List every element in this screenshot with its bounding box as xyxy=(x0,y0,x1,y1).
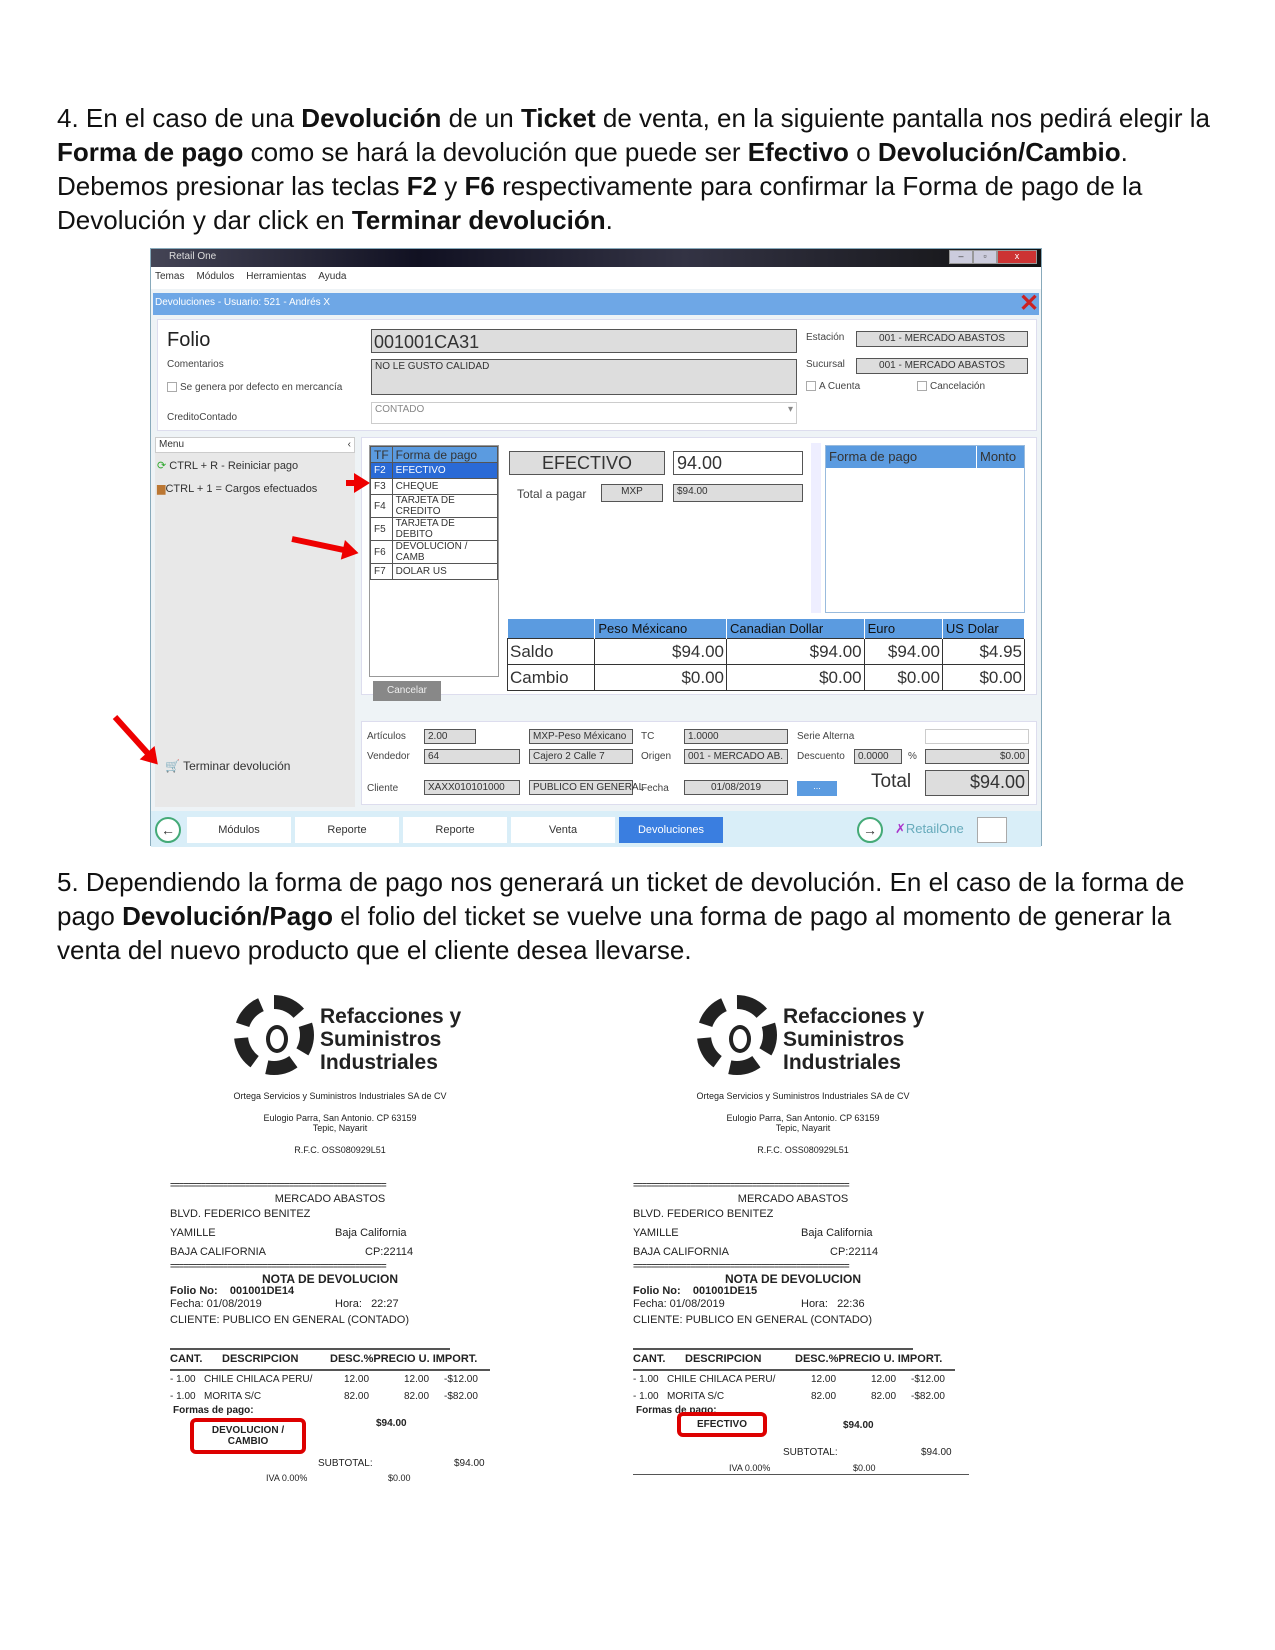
sucursal-label: Sucursal xyxy=(806,359,845,370)
serie-alterna-label: Serie Alterna xyxy=(797,731,855,742)
fecha-label: Fecha xyxy=(641,783,669,794)
comentarios-label: Comentarios xyxy=(167,359,224,370)
forma-row-tarjeta-credito[interactable]: F4 TARJETA DE CREDITO xyxy=(371,495,498,518)
company-logo: Refacciones y Suministros Industriales xyxy=(633,985,973,1085)
pagos-table xyxy=(825,445,1025,613)
forma-row-cheque[interactable]: F3 CHEQUE xyxy=(371,479,498,495)
cliente-label: Cliente xyxy=(367,783,399,794)
col-tf: TF xyxy=(371,447,393,463)
folio-input[interactable]: 001001CA31 xyxy=(371,329,797,353)
cajero-field: Cajero 2 Calle 7 xyxy=(529,749,633,764)
folio-label: Folio xyxy=(167,329,211,351)
cliente-search-button[interactable]: ... xyxy=(797,781,837,796)
forma-row-devolucion-cambio[interactable]: F6 DEVOLUCION / CAMB xyxy=(371,541,498,564)
estacion-label: Estación xyxy=(806,332,845,343)
menu-temas[interactable]: Temas xyxy=(155,271,185,282)
descuento-label: Descuento xyxy=(797,751,845,762)
close-icon[interactable]: ✕ xyxy=(1019,290,1040,317)
user-icon[interactable] xyxy=(977,817,1007,843)
minimize-button[interactable]: – xyxy=(949,250,973,264)
title-bar xyxy=(151,249,1041,267)
currency-field: MXP xyxy=(601,484,663,502)
forma-pago-list xyxy=(369,445,499,677)
sucursal-field: 001 - MERCADO ABASTOS xyxy=(856,358,1028,374)
fecha-field: 01/08/2019 xyxy=(684,780,788,795)
creditocontado-label: CreditoContado xyxy=(167,412,238,423)
percent-label: % xyxy=(908,751,917,762)
vendedor-field: 64 xyxy=(424,749,520,764)
refresh-icon: ⟳ xyxy=(157,460,167,472)
menu-modulos[interactable]: Módulos xyxy=(196,271,235,282)
vendedor-label: Vendedor xyxy=(367,751,410,762)
sidebar-item-reiniciar[interactable]: ⟳ CTRL + R - Reiniciar pago xyxy=(157,460,299,472)
ticket-devolucion-cambio: Refacciones y Suministros Industriales Ortega Servicios y Suministros Industriales SA de CV Eulogio Parra, San Antonio. CP 63159 Tepic, Nayarit R.F.C. OSS080929L51 ================================================= MERCADO ABASTOS BLVD. FEDERICO BENITEZ YAMILLE Baja California BAJA CALIFORNIA CP:22114 ================================================= NOTA DE DEVOLUCION Folio No: 001001DE14 Fecha: 01/08/2019 Hora: 22:27 CLIENTE: PUBLICO EN GENERAL (CONTADO) CANT. DESCRIPCION DESC.%PRECIO U. IMPORT. - 1.00 CHILE CHILACA PERU/ 12.00 12.00 -$12.00 - 1.00 MORITA S/C 82.00 82.00 -$82.00 Formas de pago: DEVOLUCION / CAMBIO $94.00 SUBTOTAL: $94.00 IVA 0.00% $0.00 xyxy=(170,985,510,1483)
forma-row-efectivo[interactable]: F2 EFECTIVO xyxy=(371,463,498,479)
total-field: $94.00 xyxy=(925,770,1029,796)
red-arrow-terminar xyxy=(113,715,151,756)
retail-one-window xyxy=(150,248,1042,846)
selected-forma-field: EFECTIVO xyxy=(509,451,665,475)
menu-herramientas[interactable]: Herramientas xyxy=(246,271,307,282)
step-4-text: 4. En el caso de una Devolución de un Ticket de venta, en la siguiente pantalla nos pedirá elegir la Forma de pago como se hará la devolución que puede ser Efectivo o Devolución/Cambio. Debemos presionar las teclas F2 y F6 respectivamente para confirmar la Forma de pago de la Devolución y dar click en Terminar devolución. xyxy=(57,103,1210,235)
cambio-row: Cambio $0.00 $0.00 $0.00 $0.00 xyxy=(508,665,1025,691)
cliente-rfc-field: XAXX010101000 xyxy=(424,780,520,795)
forma-row-dolar-us[interactable]: F7 DOLAR US xyxy=(371,564,498,580)
col-monto: Monto xyxy=(976,446,1024,468)
serie-alterna-select[interactable] xyxy=(925,729,1029,744)
tab-venta[interactable]: Venta xyxy=(511,817,615,843)
document-tab-title[interactable]: Devoluciones - Usuario: 521 - Andrés X xyxy=(155,297,331,308)
maximize-button[interactable]: ▫ xyxy=(973,250,997,264)
a-cuenta-checkbox[interactable]: A Cuenta xyxy=(806,381,860,392)
gear-icon xyxy=(234,995,314,1075)
close-window-button[interactable]: x xyxy=(997,250,1037,264)
retailone-logo: ✗RetailOne xyxy=(895,821,964,836)
gear-icon xyxy=(697,995,777,1075)
tc-field: 1.0000 xyxy=(684,729,788,744)
tab-reporte-2[interactable]: Reporte xyxy=(403,817,507,843)
forma-pago-highlight: DEVOLUCION / CAMBIO xyxy=(190,1418,306,1454)
company-logo: Refacciones y Suministros Industriales xyxy=(170,985,510,1085)
menu-bar xyxy=(151,267,1041,289)
origen-field: 001 - MERCADO AB. xyxy=(684,749,788,764)
descuento-input[interactable]: 0.0000 xyxy=(854,749,902,764)
ticket-efectivo: Refacciones y Suministros Industriales Ortega Servicios y Suministros Industriales SA de CV Eulogio Parra, San Antonio. CP 63159 Tepic, Nayarit R.F.C. OSS080929L51 ================================================= MERCADO ABASTOS BLVD. FEDERICO BENITEZ YAMILLE Baja California BAJA CALIFORNIA CP:22114 ================================================= NOTA DE DEVOLUCION Folio No: 001001DE15 Fecha: 01/08/2019 Hora: 22:36 CLIENTE: PUBLICO EN GENERAL (CONTADO) CANT. DESCRIPCION DESC.%PRECIO U. IMPORT. - 1.00 CHILE CHILACA PERU/ 12.00 12.00 -$12.00 - 1.00 MORITA S/C 82.00 82.00 -$82.00 Formas de pago: EFECTIVO $94.00 SUBTOTAL: $94.00 IVA 0.00% $0.00 xyxy=(633,985,973,1475)
collapse-icon[interactable]: ‹ xyxy=(347,439,351,450)
moneda-field: MXP-Peso Méxicano xyxy=(529,729,633,744)
tc-label: TC xyxy=(641,731,655,742)
articulos-label: Artículos xyxy=(367,731,406,742)
saldo-row: Saldo $94.00 $94.00 $94.00 $4.95 xyxy=(508,639,1025,665)
chevron-down-icon: ▾ xyxy=(787,404,793,415)
amount-input[interactable]: 94.00 xyxy=(673,451,803,475)
total-pagar-label: Total a pagar xyxy=(517,487,587,501)
defecto-checkbox[interactable]: Se genera por defecto en mercancía xyxy=(167,382,342,393)
briefcase-icon: ▆ xyxy=(157,483,166,495)
col-forma-pago: Forma de pago xyxy=(829,449,918,464)
sidebar-header: Menu ‹ xyxy=(155,437,355,453)
descuento-monto-field: $0.00 xyxy=(925,749,1029,764)
document-tab-bar xyxy=(153,293,1039,315)
back-icon[interactable]: ← xyxy=(155,817,181,843)
creditocontado-select[interactable]: CONTADO ▾ xyxy=(371,402,797,424)
red-arrow-f2 xyxy=(346,480,356,486)
forma-row-tarjeta-debito[interactable]: F5 TARJETA DE DEBITO xyxy=(371,518,498,541)
sidebar-item-cargos[interactable]: ▆CTRL + 1 = Cargos efectuados xyxy=(157,483,318,495)
origen-label: Origen xyxy=(641,751,672,762)
step-5-text: 5. Dependiendo la forma de pago nos generará un ticket de devolución. En el caso de la forma de pago Devolución/Pago el folio del ticket se vuelve una forma de pago al momento de generar la venta del nuevo producto que el cliente desea llevarse. xyxy=(57,867,1185,965)
tab-reporte-1[interactable]: Reporte xyxy=(295,817,399,843)
comentarios-input[interactable]: NO LE GUSTO CALIDAD xyxy=(371,359,797,395)
articulos-field: 2.00 xyxy=(424,729,476,744)
app-title: Retail One xyxy=(169,251,217,262)
cancelar-button[interactable]: Cancelar xyxy=(373,681,441,701)
currency-table: Peso Méxicano Canadian Dollar Euro US Dolar Saldo $94.00 $94.00 $94.00 $4.95 Cambio $0.00 $0.00 $0.00 $0.00 xyxy=(507,619,1025,691)
col-forma: Forma de pago xyxy=(392,447,497,463)
total-label: Total xyxy=(871,771,912,792)
cliente-nombre-field: PUBLICO EN GENERAL xyxy=(529,780,633,795)
cancelacion-checkbox[interactable]: Cancelación xyxy=(917,381,985,392)
total-pagar-field: $94.00 xyxy=(673,484,803,502)
sidebar xyxy=(155,437,355,807)
menu-ayuda[interactable]: Ayuda xyxy=(318,271,347,282)
scrollbar[interactable] xyxy=(811,443,821,613)
forma-pago-highlight: EFECTIVO xyxy=(677,1412,767,1437)
terminar-devolucion-button[interactable]: 🛒 Terminar devolución xyxy=(165,759,291,773)
cart-check-icon: 🛒 xyxy=(165,759,180,773)
forward-icon[interactable]: → xyxy=(857,817,883,843)
tab-modulos[interactable]: Módulos xyxy=(187,817,291,843)
estacion-field: 001 - MERCADO ABASTOS xyxy=(856,331,1028,347)
tab-devoluciones[interactable]: Devoluciones xyxy=(619,817,723,843)
